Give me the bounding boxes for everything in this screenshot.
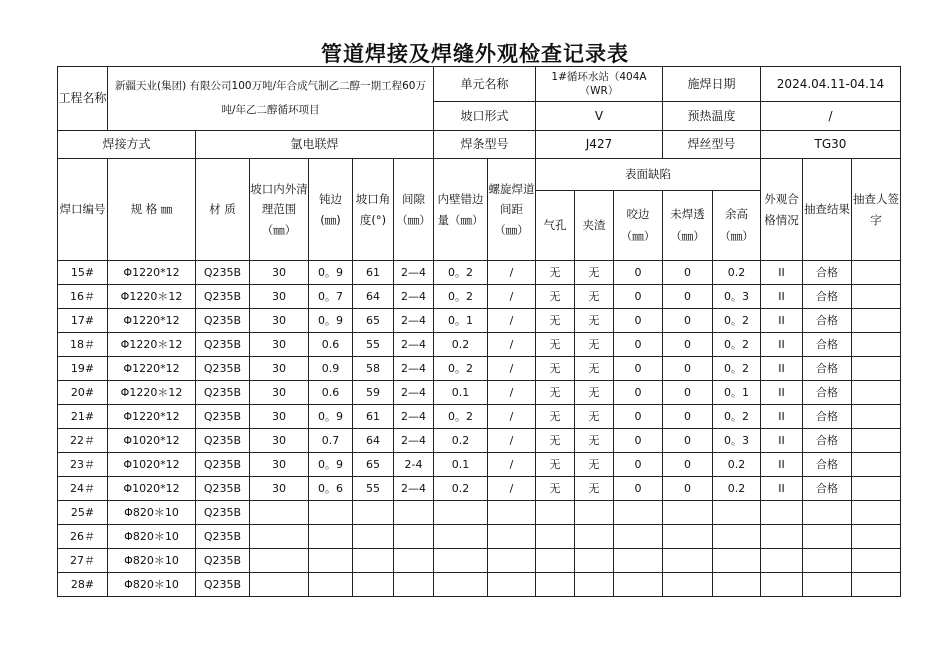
cell-undercut: [614, 525, 663, 549]
cell-spiral-distance: /: [488, 453, 536, 477]
cell-incomplete-penetration: 0: [663, 333, 713, 357]
cell-inspector-sign: [852, 405, 901, 429]
table-row: [58, 333, 901, 357]
cell-gap: [394, 549, 434, 573]
cell-blunt-edge: 0。9: [309, 405, 353, 429]
cell-sample-result: 合格: [803, 429, 852, 453]
cell-joint-no: 16＃: [58, 285, 108, 309]
cell-joint-no: 24＃: [58, 477, 108, 501]
cell-gap: 2—4: [394, 429, 434, 453]
cell-pores: 无: [536, 429, 575, 453]
cell-joint-no: 27＃: [58, 549, 108, 573]
cell-pores: 无: [536, 477, 575, 501]
cell-slag: [575, 525, 614, 549]
col-material: 材 质: [196, 159, 250, 261]
groove-form-value: V: [536, 102, 663, 131]
table-row: [58, 525, 901, 549]
cell-misalignment: 0。2: [434, 285, 488, 309]
table-row: [58, 501, 901, 525]
cell-groove-angle: 65: [353, 309, 394, 333]
cell-inspector-sign: [852, 477, 901, 501]
cell-gap: 2—4: [394, 285, 434, 309]
cell-misalignment: 0。2: [434, 405, 488, 429]
cell-pores: 无: [536, 357, 575, 381]
cell-reinforcement: [713, 525, 761, 549]
cell-gap: 2—4: [394, 261, 434, 285]
cell-gap: [394, 501, 434, 525]
cell-slag: [575, 549, 614, 573]
cell-clean-range: 30: [250, 285, 309, 309]
cell-sample-result: [803, 501, 852, 525]
col-blunt-edge: 钝边(㎜): [309, 159, 353, 261]
cell-sample-result: 合格: [803, 381, 852, 405]
cell-material: Q235B: [196, 453, 250, 477]
cell-spiral-distance: [488, 525, 536, 549]
cell-undercut: [614, 501, 663, 525]
cell-joint-no: 21#: [58, 405, 108, 429]
cell-undercut: [614, 573, 663, 597]
cell-clean-range: 30: [250, 381, 309, 405]
cell-misalignment: 0。2: [434, 357, 488, 381]
cell-incomplete-penetration: [663, 501, 713, 525]
cell-reinforcement: [713, 501, 761, 525]
cell-slag: 无: [575, 285, 614, 309]
cell-groove-angle: [353, 501, 394, 525]
cell-pores: 无: [536, 333, 575, 357]
cell-sample-result: 合格: [803, 405, 852, 429]
wire-label: 焊丝型号: [663, 131, 761, 159]
unit-value: 1#循环水站（404A（WR）: [536, 67, 663, 102]
cell-joint-no: 28#: [58, 573, 108, 597]
cell-blunt-edge: 0。9: [309, 261, 353, 285]
table-row: [58, 261, 901, 285]
cell-clean-range: 30: [250, 333, 309, 357]
cell-slag: 无: [575, 333, 614, 357]
cell-clean-range: [250, 549, 309, 573]
cell-gap: 2—4: [394, 333, 434, 357]
cell-gap: 2—4: [394, 477, 434, 501]
cell-spec: Φ1020*12: [108, 429, 196, 453]
cell-material: Q235B: [196, 333, 250, 357]
cell-groove-angle: [353, 549, 394, 573]
cell-appearance-grade: [761, 549, 803, 573]
cell-spiral-distance: [488, 573, 536, 597]
cell-spiral-distance: /: [488, 309, 536, 333]
cell-reinforcement: 0。2: [713, 309, 761, 333]
cell-sample-result: [803, 573, 852, 597]
table-row: [58, 477, 901, 501]
cell-pores: 无: [536, 285, 575, 309]
cell-clean-range: 30: [250, 453, 309, 477]
cell-material: Q235B: [196, 573, 250, 597]
cell-reinforcement: 0。3: [713, 285, 761, 309]
cell-sample-result: 合格: [803, 357, 852, 381]
cell-pores: [536, 573, 575, 597]
cell-groove-angle: 61: [353, 261, 394, 285]
cell-joint-no: 23＃: [58, 453, 108, 477]
cell-spec: Φ1020*12: [108, 477, 196, 501]
cell-pores: 无: [536, 405, 575, 429]
cell-sample-result: 合格: [803, 477, 852, 501]
cell-reinforcement: 0.2: [713, 477, 761, 501]
cell-inspector-sign: [852, 501, 901, 525]
cell-material: Q235B: [196, 549, 250, 573]
cell-undercut: 0: [614, 309, 663, 333]
preheat-label: 预热温度: [663, 102, 761, 131]
cell-blunt-edge: [309, 525, 353, 549]
cell-slag: 无: [575, 477, 614, 501]
cell-groove-angle: 64: [353, 285, 394, 309]
cell-misalignment: 0。2: [434, 261, 488, 285]
cell-incomplete-penetration: 0: [663, 309, 713, 333]
cell-groove-angle: 65: [353, 453, 394, 477]
cell-spec: Φ1220*12: [108, 309, 196, 333]
cell-reinforcement: [713, 549, 761, 573]
cell-undercut: 0: [614, 429, 663, 453]
cell-inspector-sign: [852, 453, 901, 477]
cell-blunt-edge: [309, 573, 353, 597]
cell-undercut: [614, 549, 663, 573]
cell-appearance-grade: II: [761, 333, 803, 357]
cell-spec: Φ1220＊12: [108, 333, 196, 357]
cell-reinforcement: 0。2: [713, 405, 761, 429]
cell-joint-no: 17#: [58, 309, 108, 333]
cell-groove-angle: [353, 525, 394, 549]
project-value: 新疆天业(集团) 有限公司100万吨/年合成气制乙二醇一期工程60万吨/年乙二醇循环项目: [108, 67, 434, 131]
col-spec: 规 格 ㎜: [108, 159, 196, 261]
cell-blunt-edge: 0.6: [309, 381, 353, 405]
weld-method-value: 氩电联焊: [196, 131, 434, 159]
cell-clean-range: [250, 573, 309, 597]
cell-incomplete-penetration: 0: [663, 477, 713, 501]
cell-slag: 无: [575, 261, 614, 285]
cell-clean-range: 30: [250, 357, 309, 381]
cell-slag: [575, 501, 614, 525]
cell-undercut: 0: [614, 261, 663, 285]
cell-gap: [394, 573, 434, 597]
unit-label: 单元名称: [434, 67, 536, 102]
cell-reinforcement: 0.2: [713, 453, 761, 477]
cell-gap: [394, 525, 434, 549]
cell-undercut: 0: [614, 333, 663, 357]
col-appearance-grade: 外观合格情况: [761, 159, 803, 261]
cell-spec: Φ820＊10: [108, 573, 196, 597]
cell-groove-angle: 55: [353, 477, 394, 501]
cell-clean-range: [250, 525, 309, 549]
cell-spiral-distance: /: [488, 261, 536, 285]
table-row: [58, 357, 901, 381]
table-row: [58, 405, 901, 429]
cell-slag: 无: [575, 453, 614, 477]
cell-clean-range: 30: [250, 309, 309, 333]
cell-gap: 2—4: [394, 357, 434, 381]
cell-inspector-sign: [852, 309, 901, 333]
cell-incomplete-penetration: 0: [663, 405, 713, 429]
cell-sample-result: 合格: [803, 261, 852, 285]
cell-inspector-sign: [852, 525, 901, 549]
cell-appearance-grade: II: [761, 285, 803, 309]
cell-undercut: 0: [614, 381, 663, 405]
cell-material: Q235B: [196, 501, 250, 525]
cell-joint-no: 22＃: [58, 429, 108, 453]
groove-form-label: 坡口形式: [434, 102, 536, 131]
cell-undercut: 0: [614, 285, 663, 309]
col-spiral-distance: 螺旋焊道间距（㎜）: [488, 159, 536, 261]
cell-blunt-edge: 0。9: [309, 453, 353, 477]
table-row: [58, 573, 901, 597]
cell-reinforcement: 0。1: [713, 381, 761, 405]
cell-pores: 无: [536, 381, 575, 405]
cell-joint-no: 20#: [58, 381, 108, 405]
cell-spec: Φ820＊10: [108, 549, 196, 573]
cell-inspector-sign: [852, 285, 901, 309]
cell-blunt-edge: 0。9: [309, 309, 353, 333]
cell-gap: 2—4: [394, 381, 434, 405]
col-slag: 夹渣: [575, 191, 614, 261]
cell-spec: Φ1220*12: [108, 261, 196, 285]
cell-spiral-distance: [488, 549, 536, 573]
cell-incomplete-penetration: 0: [663, 453, 713, 477]
cell-sample-result: 合格: [803, 453, 852, 477]
cell-appearance-grade: II: [761, 429, 803, 453]
cell-incomplete-penetration: 0: [663, 381, 713, 405]
cell-slag: 无: [575, 429, 614, 453]
cell-clean-range: 30: [250, 405, 309, 429]
cell-inspector-sign: [852, 549, 901, 573]
col-gap: 间隙（㎜）: [394, 159, 434, 261]
cell-incomplete-penetration: [663, 525, 713, 549]
cell-material: Q235B: [196, 405, 250, 429]
cell-spec: Φ1220*12: [108, 405, 196, 429]
cell-blunt-edge: [309, 549, 353, 573]
cell-pores: [536, 501, 575, 525]
cell-material: Q235B: [196, 357, 250, 381]
cell-material: Q235B: [196, 261, 250, 285]
cell-incomplete-penetration: [663, 549, 713, 573]
cell-groove-angle: 61: [353, 405, 394, 429]
cell-joint-no: 26＃: [58, 525, 108, 549]
col-sample-result: 抽查结果: [803, 159, 852, 261]
weld-method-label: 焊接方式: [58, 131, 196, 159]
cell-incomplete-penetration: 0: [663, 357, 713, 381]
electrode-value: J427: [536, 131, 663, 159]
cell-spiral-distance: [488, 501, 536, 525]
cell-blunt-edge: [309, 501, 353, 525]
cell-pores: 无: [536, 309, 575, 333]
cell-inspector-sign: [852, 261, 901, 285]
cell-inspector-sign: [852, 429, 901, 453]
cell-sample-result: 合格: [803, 333, 852, 357]
col-incomplete-penetration: 未焊透（㎜）: [663, 191, 713, 261]
cell-inspector-sign: [852, 381, 901, 405]
cell-undercut: 0: [614, 453, 663, 477]
cell-slag: 无: [575, 405, 614, 429]
cell-blunt-edge: 0.6: [309, 333, 353, 357]
cell-slag: 无: [575, 309, 614, 333]
cell-groove-angle: 55: [353, 333, 394, 357]
project-label: 工程名称: [58, 67, 108, 131]
col-inspector-sign: 抽查人签字: [852, 159, 901, 261]
cell-appearance-grade: II: [761, 309, 803, 333]
cell-slag: [575, 573, 614, 597]
col-undercut: 咬边（㎜）: [614, 191, 663, 261]
cell-misalignment: [434, 525, 488, 549]
cell-gap: 2—4: [394, 405, 434, 429]
cell-joint-no: 18＃: [58, 333, 108, 357]
cell-material: Q235B: [196, 285, 250, 309]
cell-sample-result: [803, 525, 852, 549]
cell-sample-result: 合格: [803, 285, 852, 309]
cell-material: Q235B: [196, 309, 250, 333]
col-joint-no: 焊口编号: [58, 159, 108, 261]
cell-misalignment: 0.1: [434, 381, 488, 405]
cell-appearance-grade: II: [761, 405, 803, 429]
cell-sample-result: 合格: [803, 309, 852, 333]
col-reinforcement: 余高（㎜）: [713, 191, 761, 261]
cell-misalignment: [434, 549, 488, 573]
cell-spiral-distance: /: [488, 429, 536, 453]
cell-appearance-grade: [761, 573, 803, 597]
cell-incomplete-penetration: 0: [663, 261, 713, 285]
cell-spiral-distance: /: [488, 381, 536, 405]
cell-pores: 无: [536, 453, 575, 477]
cell-appearance-grade: II: [761, 477, 803, 501]
cell-blunt-edge: 0.9: [309, 357, 353, 381]
cell-spec: Φ820＊10: [108, 501, 196, 525]
col-pores: 气孔: [536, 191, 575, 261]
cell-spec: Φ1020*12: [108, 453, 196, 477]
cell-groove-angle: 64: [353, 429, 394, 453]
cell-pores: [536, 549, 575, 573]
cell-joint-no: 15#: [58, 261, 108, 285]
cell-spec: Φ1220＊12: [108, 285, 196, 309]
cell-material: Q235B: [196, 525, 250, 549]
cell-clean-range: 30: [250, 429, 309, 453]
cell-groove-angle: [353, 573, 394, 597]
cell-clean-range: 30: [250, 261, 309, 285]
table-row: [58, 309, 901, 333]
cell-spec: Φ820＊10: [108, 525, 196, 549]
cell-misalignment: 0.2: [434, 429, 488, 453]
cell-undercut: 0: [614, 405, 663, 429]
cell-blunt-edge: 0。7: [309, 285, 353, 309]
weld-date-label: 施焊日期: [663, 67, 761, 102]
cell-groove-angle: 59: [353, 381, 394, 405]
cell-material: Q235B: [196, 477, 250, 501]
cell-clean-range: [250, 501, 309, 525]
cell-appearance-grade: [761, 525, 803, 549]
cell-blunt-edge: 0。6: [309, 477, 353, 501]
cell-appearance-grade: II: [761, 357, 803, 381]
weld-inspection-table: [57, 66, 901, 597]
cell-reinforcement: 0。3: [713, 429, 761, 453]
col-clean-range: 坡口内外清理范围（㎜）: [250, 159, 309, 261]
cell-misalignment: 0.1: [434, 453, 488, 477]
cell-reinforcement: 0。2: [713, 333, 761, 357]
table-row: [58, 549, 901, 573]
cell-incomplete-penetration: 0: [663, 429, 713, 453]
cell-spiral-distance: /: [488, 405, 536, 429]
cell-gap: 2-4: [394, 453, 434, 477]
cell-groove-angle: 58: [353, 357, 394, 381]
cell-incomplete-penetration: 0: [663, 285, 713, 309]
preheat-value: /: [761, 102, 901, 131]
table-row: [58, 453, 901, 477]
cell-blunt-edge: 0.7: [309, 429, 353, 453]
cell-undercut: 0: [614, 357, 663, 381]
cell-spiral-distance: /: [488, 477, 536, 501]
cell-sample-result: [803, 549, 852, 573]
cell-inspector-sign: [852, 333, 901, 357]
cell-gap: 2—4: [394, 309, 434, 333]
electrode-label: 焊条型号: [434, 131, 536, 159]
col-surface-defects: 表面缺陷: [536, 159, 761, 191]
cell-appearance-grade: II: [761, 261, 803, 285]
cell-inspector-sign: [852, 357, 901, 381]
cell-undercut: 0: [614, 477, 663, 501]
cell-spec: Φ1220＊12: [108, 381, 196, 405]
cell-spiral-distance: /: [488, 357, 536, 381]
col-misalignment: 内壁错边量（㎜）: [434, 159, 488, 261]
cell-reinforcement: [713, 573, 761, 597]
wire-value: TG30: [761, 131, 901, 159]
cell-material: Q235B: [196, 429, 250, 453]
cell-misalignment: 0.2: [434, 477, 488, 501]
cell-pores: [536, 525, 575, 549]
cell-spiral-distance: /: [488, 285, 536, 309]
cell-misalignment: 0.2: [434, 333, 488, 357]
cell-incomplete-penetration: [663, 573, 713, 597]
cell-pores: 无: [536, 261, 575, 285]
cell-slag: 无: [575, 357, 614, 381]
cell-misalignment: [434, 573, 488, 597]
table-row: [58, 285, 901, 309]
cell-material: Q235B: [196, 381, 250, 405]
cell-reinforcement: 0.2: [713, 261, 761, 285]
col-groove-angle: 坡口角度(°): [353, 159, 394, 261]
cell-misalignment: [434, 501, 488, 525]
cell-clean-range: 30: [250, 477, 309, 501]
cell-reinforcement: 0。2: [713, 357, 761, 381]
cell-spec: Φ1220*12: [108, 357, 196, 381]
cell-appearance-grade: II: [761, 381, 803, 405]
cell-slag: 无: [575, 381, 614, 405]
cell-appearance-grade: [761, 501, 803, 525]
cell-joint-no: 19#: [58, 357, 108, 381]
cell-inspector-sign: [852, 573, 901, 597]
cell-appearance-grade: II: [761, 453, 803, 477]
weld-date-value: 2024.04.11-04.14: [761, 67, 901, 102]
table-row: [58, 381, 901, 405]
cell-joint-no: 25#: [58, 501, 108, 525]
cell-misalignment: 0。1: [434, 309, 488, 333]
table-row: [58, 429, 901, 453]
page-title: 管道焊接及焊缝外观检查记录表: [321, 42, 629, 66]
cell-spiral-distance: /: [488, 333, 536, 357]
